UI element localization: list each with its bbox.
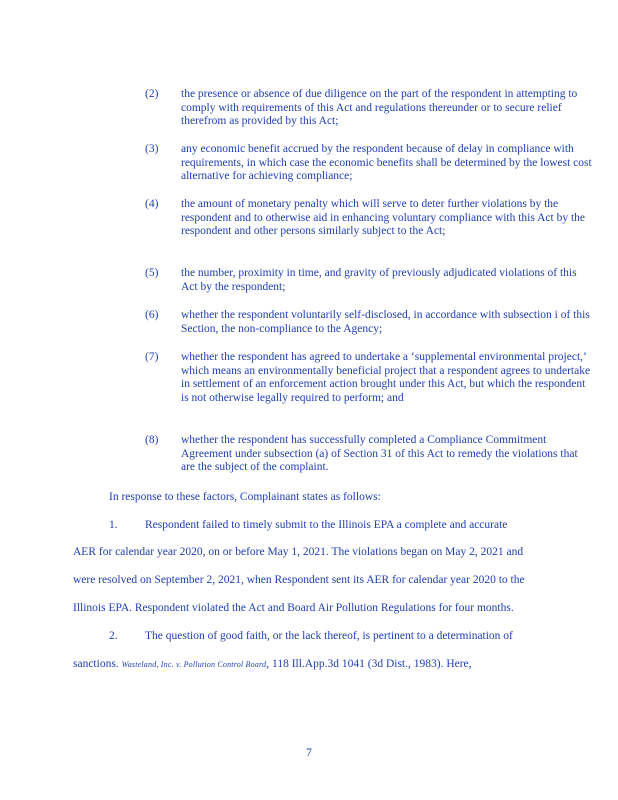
paragraph-2-line (73, 657, 472, 672)
factor-item-6 (145, 309, 590, 337)
factor-number: (7) (145, 351, 159, 363)
factor-number: (5) (145, 267, 159, 279)
sanctions-text: sanctions. (73, 658, 119, 670)
paragraph-1-line: Illinois EPA. Respondent violated the Act and Board Air Pollution Regulations for four months. (73, 602, 514, 614)
factor-text: any economic benefit accrued by the respondent because of delay in compliance with requirements, in which case the economic benefits shall be determined by the lowest cost alternative for achieving compliance; (181, 143, 592, 183)
factor-item-3 (145, 143, 592, 185)
factor-text: the number, proximity in time, and gravity of previously adjudicated violations of this Act by the respondent; (181, 267, 577, 293)
paragraph-1-number: 1. (109, 519, 118, 531)
factor-item-5 (145, 267, 585, 295)
factor-text: whether the respondent voluntarily self-disclosed, in accordance with subsection i of this Section, the non-compliance to the Agency; (181, 309, 590, 335)
intro-paragraph: In response to these factors, Complainant states as follows: (109, 491, 381, 503)
paragraph-1-line: Respondent failed to timely submit to the Illinois EPA a complete and accurate (145, 519, 508, 531)
factor-text: whether the respondent has successfully completed a Compliance Commitment Agreement under subsection (a) of Section 31 of this Act to remedy the violations that are the subject of the complaint. (181, 434, 578, 474)
paragraph-2-number: 2. (109, 630, 118, 642)
factor-text: whether the respondent has agreed to undertake a ‘supplemental environmental project,’ which means an environmentally beneficial project that a respondent agrees to undertake in settlement of an enforcement action brought under this Act, but which the respondent is not otherwise legally required to perform; and (181, 351, 591, 404)
factor-text: the presence or absence of due diligence on the part of the respondent in attempting to comply with requirements of this Act and regulations thereunder or to secure relief therefrom as provided by this Act; (181, 88, 578, 128)
citation-reference: , 118 Ill.App.3d 1041 (3d Dist., 1983). Here, (266, 658, 472, 670)
paragraph-1-line: were resolved on September 2, 2021, when Respondent sent its AER for calendar year 2020 to the (73, 574, 525, 586)
factor-number: (8) (145, 434, 159, 446)
case-citation: Wasteland, Inc. v. Pollution Control Board (121, 660, 267, 669)
page-number: 7 (306, 747, 312, 759)
factor-text: the amount of monetary penalty which will serve to deter further violations by the respondent and to otherwise aid in enhancing voluntary compliance with this Act by the respondent and other persons similarly subject to the Act; (181, 198, 585, 238)
factor-number: (3) (145, 143, 159, 155)
factor-number: (2) (145, 88, 159, 100)
paragraph-1-line: AER for calendar year 2020, on or before May 1, 2021. The violations began on May 2, 2021 and (73, 546, 524, 558)
factor-number: (4) (145, 198, 159, 210)
factor-item-4 (145, 198, 585, 254)
factor-item-7 (145, 351, 591, 421)
factor-item-8 (145, 434, 585, 476)
factor-number: (6) (145, 309, 159, 321)
factor-item-2 (145, 88, 585, 130)
paragraph-2-line: The question of good faith, or the lack thereof, is pertinent to a determination of (145, 630, 513, 642)
